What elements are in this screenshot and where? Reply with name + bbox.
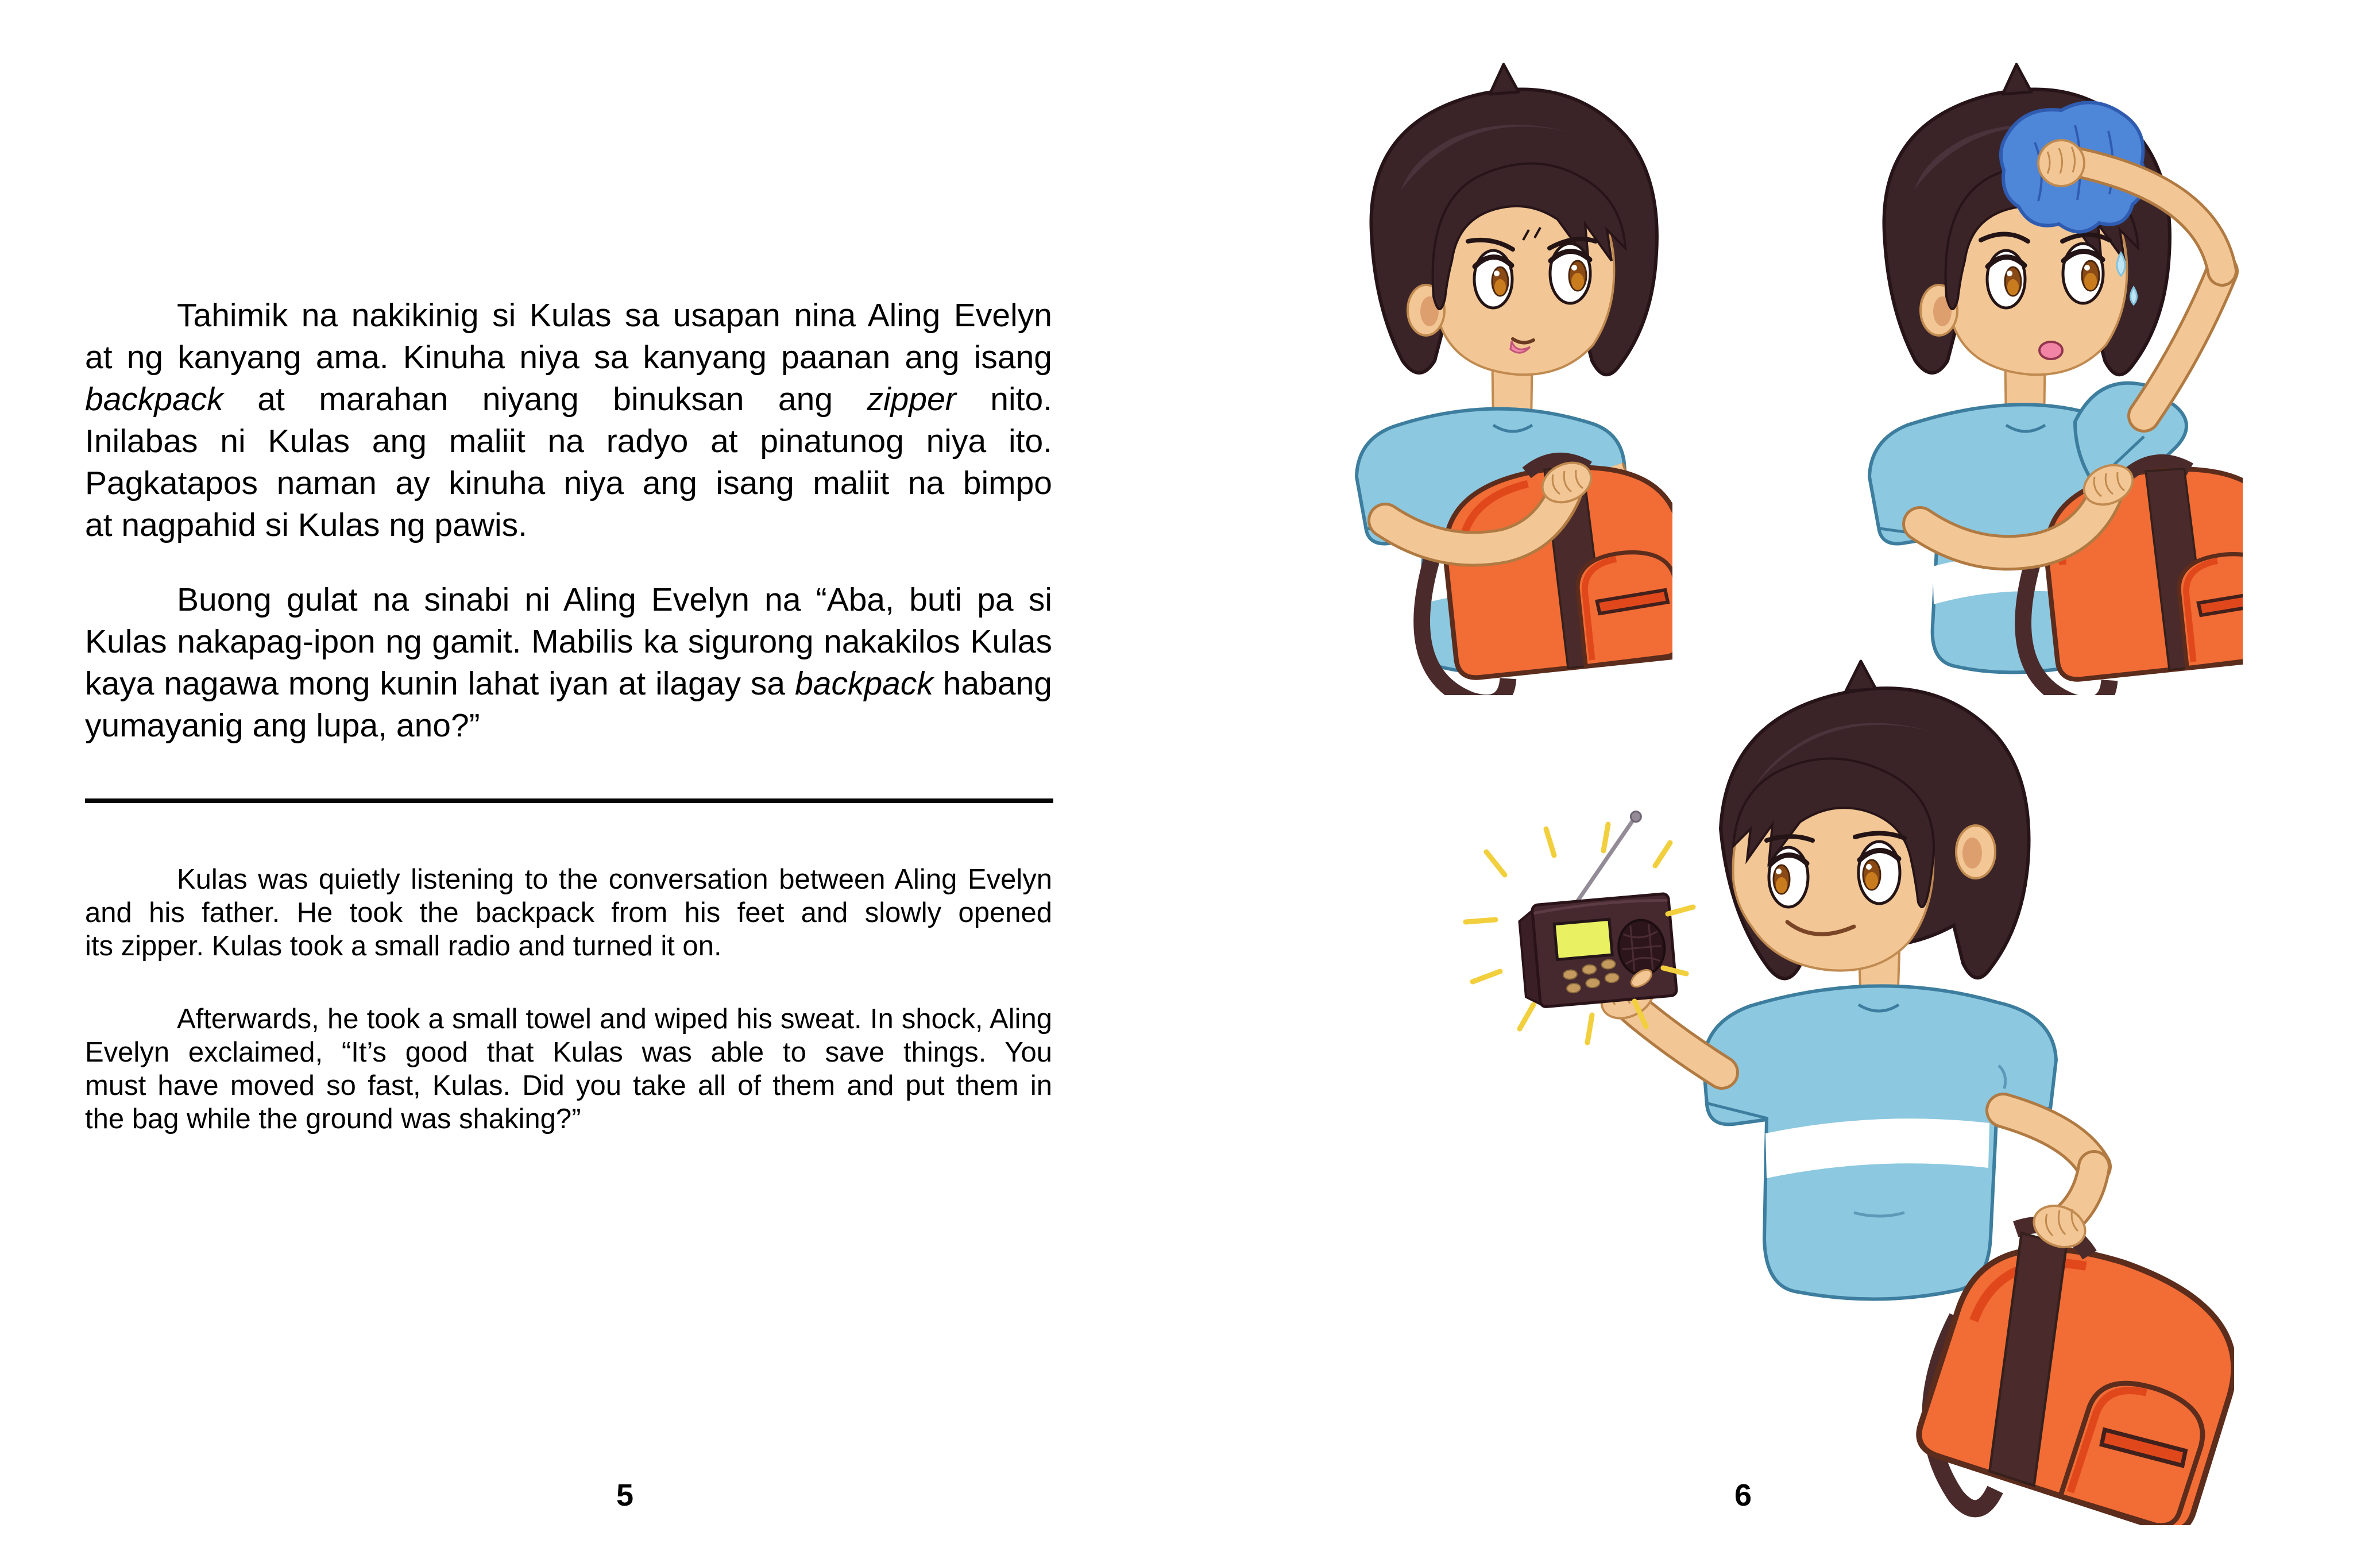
- illustration-kulas-opening-backpack: [1321, 51, 1672, 695]
- left-eye: [1769, 847, 1808, 907]
- text-line: Inilabas ni Kulas ang maliit na radyo at pinatunog niya ito.: [85, 423, 1052, 460]
- right-eye: [1550, 244, 1590, 303]
- text-line: Buong gulat na sinabi ni Aling Evelyn na “Aba, buti pa si: [177, 581, 1052, 618]
- illustration-kulas-with-radio: [1452, 657, 2234, 1525]
- text-line: kaya nagawa mong kunin lahat iyan at ilagay sa backpack habang: [85, 665, 1053, 702]
- text-line: its zipper. Kulas took a small radio and turned it on.: [85, 931, 722, 962]
- fist: [2038, 140, 2084, 186]
- text-line: Kulas nakapag-ipon ng gamit. Mabilis ka sigurong nakakilos Kulas: [85, 623, 1052, 660]
- illustration-kulas-wiping-sweat: [1834, 51, 2243, 695]
- text-line: yumayanig ang lupa, ano?”: [85, 707, 480, 744]
- open-mouth: [2039, 342, 2062, 359]
- radio: [1510, 809, 1676, 1009]
- radio-screen: [1554, 919, 1612, 959]
- page-number-left: 5: [616, 1478, 634, 1513]
- text-line: at ng kanyang ama. Kinuha niya sa kanyang paanan ang isang: [85, 339, 1052, 376]
- text-line: Kulas was quietly listening to the conversation between Aling Evelyn: [177, 864, 1052, 895]
- text-line: the bag while the ground was shaking?”: [85, 1104, 581, 1135]
- antenna-tip: [1631, 811, 1642, 823]
- hair-tuft: [1846, 661, 1876, 691]
- hair-tuft: [2003, 64, 2031, 94]
- head: [1721, 661, 2029, 979]
- page-number-right: 6: [1734, 1478, 1752, 1513]
- text-line: and his father. He took the backpack from his feet and slowly opened: [85, 897, 1052, 928]
- text-line: Afterwards, he took a small towel and wiped his sweat. In shock, Aling: [177, 1004, 1052, 1035]
- text-line: must have moved so fast, Kulas. Did you take all of them and put them in: [85, 1070, 1052, 1101]
- right-eye: [2063, 244, 2103, 303]
- kulas-figure-3: [1466, 661, 2234, 1525]
- text-line: at nagpahid si Kulas ng pawis.: [85, 507, 528, 543]
- kulas-figure-1: [1357, 64, 1672, 695]
- right-eye: [1859, 842, 1900, 904]
- left-eye: [1474, 250, 1512, 308]
- text-line: Pagkatapos naman ay kinuha niya ang isang maliit na bimpo: [85, 465, 1052, 501]
- head: [1371, 64, 1657, 375]
- shirt: [1703, 986, 2056, 1299]
- hair-tuft: [1490, 64, 1519, 94]
- text-line: Evelyn exclaimed, “It’s good that Kulas was able to save things. You: [85, 1037, 1052, 1068]
- left-eye: [1987, 250, 2025, 308]
- text-line: Tahimik na nakikinig si Kulas sa usapan nina Aling Evelyn: [177, 297, 1052, 334]
- kulas-figure-2: [1869, 64, 2243, 695]
- text-line: backpack at marahan niyang binuksan ang zipper nito.: [85, 381, 1052, 418]
